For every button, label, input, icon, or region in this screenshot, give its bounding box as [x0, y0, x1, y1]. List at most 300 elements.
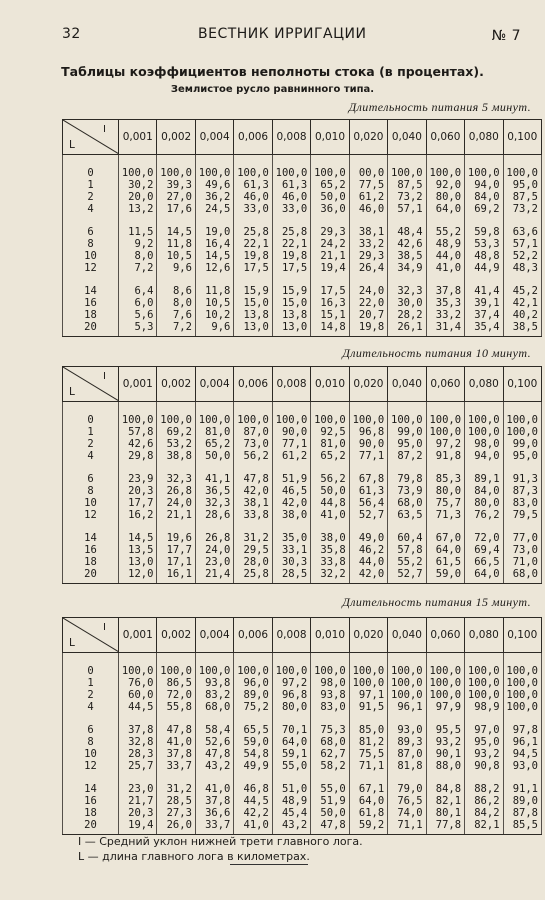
table-cell: 93,0 — [503, 760, 541, 772]
table-cell: 14,5 — [195, 250, 233, 262]
table-cell: 89,0 — [234, 689, 272, 701]
spacer-cell — [272, 772, 310, 783]
table-cell: 37,8 — [119, 724, 157, 736]
table-cell: 73,9 — [388, 485, 426, 497]
table-cell: 71,0 — [503, 556, 541, 568]
table-cell: 64,0 — [272, 736, 310, 748]
row-length-label: 14 — [63, 285, 119, 297]
table-cell: 49,6 — [195, 179, 233, 191]
table-cell: 64,0 — [349, 795, 387, 807]
table-cell: 100,0 — [465, 689, 503, 701]
spacer-cell — [234, 713, 272, 724]
table-cell: 19,4 — [119, 819, 157, 835]
journal-title: ВЕСТНИК ИРРИГАЦИИ — [198, 26, 367, 42]
column-header: 0,100 — [503, 618, 541, 653]
spacer-cell — [272, 215, 310, 226]
table-cell: 29,5 — [234, 544, 272, 556]
table-cell: 7,2 — [119, 262, 157, 274]
spacer-cell — [119, 462, 157, 473]
coefficient-table — [62, 366, 542, 584]
table-cell: 14,5 — [157, 226, 195, 238]
table-cell: 94,0 — [465, 450, 503, 462]
table-row — [63, 262, 542, 274]
table-cell: 67,1 — [349, 783, 387, 795]
table-cell: 59,0 — [426, 568, 464, 584]
row-length-label: 4 — [63, 450, 119, 462]
row-length-label: 10 — [63, 497, 119, 509]
table-cell: 54,8 — [234, 748, 272, 760]
row-length-label: 8 — [63, 485, 119, 497]
table-cell: 46,2 — [349, 544, 387, 556]
table-cell: 65,2 — [311, 179, 349, 191]
spacer-cell — [388, 713, 426, 724]
table-row — [63, 556, 542, 568]
table-cell: 95,0 — [503, 450, 541, 462]
table-cell: 76,2 — [465, 509, 503, 521]
table-cell: 20,3 — [119, 485, 157, 497]
table-cell: 100,0 — [157, 155, 195, 180]
table-cell: 77,1 — [349, 450, 387, 462]
table-row — [63, 783, 542, 795]
table-cell: 14,8 — [311, 321, 349, 337]
spacer-cell — [388, 521, 426, 532]
spacer-cell — [119, 274, 157, 285]
spacer-cell — [157, 713, 195, 724]
spacer-cell — [234, 274, 272, 285]
table-cell: 38,5 — [503, 321, 541, 337]
table-cell: 77,1 — [272, 438, 310, 450]
table-cell: 53,3 — [465, 238, 503, 250]
table-cell: 41,0 — [195, 783, 233, 795]
column-header: 0,100 — [503, 367, 541, 402]
table-cell: 43,2 — [272, 819, 310, 835]
table-cell: 25,8 — [234, 568, 272, 584]
table-cell: 30,0 — [388, 297, 426, 309]
table-cell: 93,8 — [311, 689, 349, 701]
table-row — [63, 226, 542, 238]
table-cell: 43,2 — [195, 760, 233, 772]
table-cell: 100,0 — [272, 653, 310, 678]
table-cell: 28,6 — [195, 509, 233, 521]
table-cell: 11,8 — [195, 285, 233, 297]
table-cell: 85,3 — [426, 473, 464, 485]
table-cell: 65,2 — [195, 438, 233, 450]
row-spacer — [63, 274, 542, 285]
table-cell: 33,7 — [195, 819, 233, 835]
table-cell: 100,0 — [349, 653, 387, 678]
table-cell: 37,8 — [157, 748, 195, 760]
row-length-label: 4 — [63, 701, 119, 713]
table-cell: 46,0 — [272, 191, 310, 203]
spacer-cell — [465, 521, 503, 532]
table-cell: 63,6 — [503, 226, 541, 238]
table-cell: 83,0 — [311, 701, 349, 713]
table-cell: 31,4 — [426, 321, 464, 337]
column-header: 0,080 — [465, 120, 503, 155]
table-cell: 28,2 — [388, 309, 426, 321]
column-header: 0,001 — [119, 367, 157, 402]
spacer-cell — [465, 274, 503, 285]
table-cell: 62,7 — [311, 748, 349, 760]
table-cell: 42,1 — [503, 297, 541, 309]
table-cell: 42,0 — [349, 568, 387, 584]
table-cell: 17,5 — [272, 262, 310, 274]
table-cell: 100,0 — [234, 402, 272, 427]
table-cell: 100,0 — [349, 402, 387, 427]
spacer-cell — [349, 772, 387, 783]
table-cell: 100,0 — [465, 677, 503, 689]
table-cell: 64,0 — [426, 544, 464, 556]
table-cell: 26,8 — [195, 532, 233, 544]
table-cell: 77,5 — [349, 179, 387, 191]
row-length-label: 18 — [63, 556, 119, 568]
table-row — [63, 748, 542, 760]
spacer-cell — [119, 772, 157, 783]
table-cell: 41,1 — [195, 473, 233, 485]
table-cell: 39,1 — [465, 297, 503, 309]
table-row — [63, 191, 542, 203]
table-cell: 15,0 — [234, 297, 272, 309]
row-length-label: 18 — [63, 807, 119, 819]
row-length-label: 0 — [63, 155, 119, 180]
table-cell: 28,0 — [234, 556, 272, 568]
table-cell: 5,6 — [119, 309, 157, 321]
table-cell: 82,1 — [465, 819, 503, 835]
table-cell: 13,0 — [119, 556, 157, 568]
table-cell: 48,9 — [426, 238, 464, 250]
table-cell: 79,0 — [388, 783, 426, 795]
spacer-cell — [157, 215, 195, 226]
spacer-cell — [157, 521, 195, 532]
table-cell: 33,0 — [272, 203, 310, 215]
spacer-cell — [195, 215, 233, 226]
table-cell: 100,0 — [503, 689, 541, 701]
table-cell: 69,2 — [465, 203, 503, 215]
table-cell: 13,0 — [272, 321, 310, 337]
table-cell: 75,5 — [349, 748, 387, 760]
spacer-cell — [426, 462, 464, 473]
table-cell: 52,6 — [195, 736, 233, 748]
table-cell: 87,2 — [388, 450, 426, 462]
table-cell: 46,8 — [234, 783, 272, 795]
table-cell: 81,8 — [388, 760, 426, 772]
row-spacer — [63, 462, 542, 473]
table-cell: 61,2 — [272, 450, 310, 462]
column-header: 0,020 — [349, 618, 387, 653]
table-cell: 7,6 — [157, 309, 195, 321]
table-cell: 8,6 — [157, 285, 195, 297]
table-cell: 12,0 — [119, 568, 157, 584]
table-cell: 33,2 — [426, 309, 464, 321]
table-cell: 23,0 — [119, 783, 157, 795]
issue-number: № 7 — [491, 28, 521, 44]
table-cell: 100,0 — [426, 653, 464, 678]
table-cell: 37,4 — [465, 309, 503, 321]
footnote-i: I — Средний уклон нижней трети главного лога. — [78, 835, 363, 848]
table-cell: 65,2 — [311, 450, 349, 462]
row-length-label: 6 — [63, 724, 119, 736]
spacer-cell — [426, 215, 464, 226]
table-cell: 100,0 — [503, 402, 541, 427]
table-cell: 56,2 — [234, 450, 272, 462]
table-cell: 13,5 — [119, 544, 157, 556]
table-cell: 45,4 — [272, 807, 310, 819]
table-cell: 84,8 — [426, 783, 464, 795]
table-cell: 58,2 — [311, 760, 349, 772]
table-cell: 100,0 — [272, 155, 310, 180]
table-cell: 97,9 — [426, 701, 464, 713]
table-cell: 35,3 — [426, 297, 464, 309]
column-header: 0,002 — [157, 367, 195, 402]
table-cell: 33,7 — [157, 760, 195, 772]
table-cell: 61,5 — [426, 556, 464, 568]
table-cell: 80,0 — [426, 191, 464, 203]
table-cell: 71,3 — [426, 509, 464, 521]
table-cell: 24,2 — [311, 238, 349, 250]
table-cell: 95,0 — [465, 736, 503, 748]
table-cell: 79,5 — [503, 509, 541, 521]
table-cell: 17,7 — [157, 544, 195, 556]
table-cell: 95,0 — [388, 438, 426, 450]
table-cell: 68,0 — [503, 568, 541, 584]
row-length-label: 18 — [63, 309, 119, 321]
table-cell: 67,8 — [349, 473, 387, 485]
table-row — [63, 509, 542, 521]
column-header: 0,100 — [503, 120, 541, 155]
table-cell: 88,2 — [465, 783, 503, 795]
column-header: 0,008 — [272, 367, 310, 402]
table-cell: 23,9 — [119, 473, 157, 485]
row-length-label: 20 — [63, 819, 119, 835]
table-cell: 60,4 — [388, 532, 426, 544]
table-cell: 100,0 — [119, 402, 157, 427]
column-header: 0,080 — [465, 367, 503, 402]
table-cell: 89,1 — [465, 473, 503, 485]
table-cell: 8,0 — [157, 297, 195, 309]
table-cell: 85,5 — [503, 819, 541, 835]
row-length-label: 2 — [63, 191, 119, 203]
table-cell: 97,0 — [465, 724, 503, 736]
table-cell: 36,6 — [195, 807, 233, 819]
table-cell: 34,9 — [388, 262, 426, 274]
table-cell: 69,2 — [157, 426, 195, 438]
table-cell: 41,0 — [157, 736, 195, 748]
table-cell: 17,6 — [157, 203, 195, 215]
table-cell: 100,0 — [272, 402, 310, 427]
table-cell: 21,4 — [195, 568, 233, 584]
table-row — [63, 309, 542, 321]
table-cell: 68,0 — [388, 497, 426, 509]
row-length-label: 12 — [63, 262, 119, 274]
spacer-cell — [503, 521, 541, 532]
table-cell: 63,5 — [388, 509, 426, 521]
table-cell: 44,0 — [426, 250, 464, 262]
table-cell: 47,8 — [157, 724, 195, 736]
column-header: 0,008 — [272, 618, 310, 653]
table-cell: 51,0 — [272, 783, 310, 795]
table-cell: 37,8 — [426, 285, 464, 297]
table-cell: 32,3 — [195, 497, 233, 509]
table-row — [63, 736, 542, 748]
table-cell: 7,2 — [157, 321, 195, 337]
table-cell: 29,8 — [119, 450, 157, 462]
table-cell: 42,0 — [272, 497, 310, 509]
table-cell: 38,5 — [388, 250, 426, 262]
table-cell: 49,0 — [349, 532, 387, 544]
spacer-cell — [426, 274, 464, 285]
table-cell: 91,3 — [503, 473, 541, 485]
table-cell: 89,0 — [503, 795, 541, 807]
page-header — [50, 24, 531, 46]
table-cell: 84,2 — [465, 807, 503, 819]
row-spacer — [63, 772, 542, 783]
table-row — [63, 285, 542, 297]
table-cell: 11,8 — [157, 238, 195, 250]
table-row — [63, 497, 542, 509]
spacer-cell — [195, 772, 233, 783]
table-cell: 81,2 — [349, 736, 387, 748]
spacer-cell — [234, 772, 272, 783]
table-cell: 100,0 — [503, 155, 541, 180]
table-cell: 5,3 — [119, 321, 157, 337]
table-cell: 16,3 — [311, 297, 349, 309]
table-cell: 100,0 — [465, 426, 503, 438]
spacer-cell — [195, 521, 233, 532]
column-header: 0,006 — [234, 120, 272, 155]
table-cell: 76,0 — [119, 677, 157, 689]
table-cell: 15,9 — [234, 285, 272, 297]
table-cell: 72,0 — [465, 532, 503, 544]
table-cell: 79,8 — [388, 473, 426, 485]
table-cell: 80,0 — [426, 485, 464, 497]
spacer-cell — [234, 215, 272, 226]
table-cell: 93,0 — [388, 724, 426, 736]
spacer-cell — [234, 521, 272, 532]
column-header: 0,060 — [426, 120, 464, 155]
spacer-cell — [388, 215, 426, 226]
table-cell: 35,8 — [311, 544, 349, 556]
spacer-cell — [157, 274, 195, 285]
column-header: 0,004 — [195, 618, 233, 653]
column-header: 0,002 — [157, 618, 195, 653]
table-cell: 100,0 — [465, 653, 503, 678]
row-length-label: 0 — [63, 653, 119, 678]
spacer-cell — [63, 521, 119, 532]
table-cell: 100,0 — [388, 677, 426, 689]
table-cell: 68,0 — [311, 736, 349, 748]
table-row — [63, 653, 542, 678]
spacer-cell — [465, 713, 503, 724]
spacer-cell — [272, 462, 310, 473]
table-cell: 100,0 — [119, 653, 157, 678]
corner-label-i: I — [103, 371, 106, 382]
table-cell: 13,0 — [234, 321, 272, 337]
row-length-label: 16 — [63, 297, 119, 309]
row-length-label: 0 — [63, 402, 119, 427]
table-cell: 32,3 — [157, 473, 195, 485]
table-cell: 100,0 — [157, 653, 195, 678]
row-length-label: 1 — [63, 426, 119, 438]
spacer-cell — [349, 274, 387, 285]
table-cell: 52,2 — [503, 250, 541, 262]
duration-label: Длительность питания 5 минут. — [348, 100, 531, 114]
spacer-cell — [426, 772, 464, 783]
table-cell: 61,8 — [349, 807, 387, 819]
spacer-cell — [426, 713, 464, 724]
row-length-label: 12 — [63, 760, 119, 772]
table-cell: 59,8 — [465, 226, 503, 238]
spacer-cell — [349, 713, 387, 724]
table-row — [63, 807, 542, 819]
table-row — [63, 250, 542, 262]
table-cell: 68,0 — [195, 701, 233, 713]
table-cell: 31,2 — [234, 532, 272, 544]
table-cell: 17,5 — [311, 285, 349, 297]
table-row — [63, 402, 542, 427]
table-cell: 61,3 — [234, 179, 272, 191]
table-cell: 38,0 — [272, 509, 310, 521]
table-cell: 100,0 — [388, 155, 426, 180]
table-cell: 87,8 — [503, 807, 541, 819]
table-cell: 21,7 — [119, 795, 157, 807]
table-cell: 58,4 — [195, 724, 233, 736]
table-cell: 26,0 — [157, 819, 195, 835]
table-cell: 75,7 — [426, 497, 464, 509]
spacer-cell — [63, 713, 119, 724]
table-cell: 64,0 — [465, 568, 503, 584]
table-cell: 48,8 — [465, 250, 503, 262]
table-cell: 100,0 — [503, 426, 541, 438]
table-cell: 29,3 — [311, 226, 349, 238]
table-cell: 19,6 — [157, 532, 195, 544]
table-row — [63, 179, 542, 191]
table-cell: 100,0 — [503, 701, 541, 713]
table-cell: 31,2 — [157, 783, 195, 795]
table-cell: 97,2 — [272, 677, 310, 689]
table-cell: 80,0 — [272, 701, 310, 713]
row-length-label: 1 — [63, 179, 119, 191]
table-cell: 90,1 — [426, 748, 464, 760]
table-cell: 32,3 — [388, 285, 426, 297]
table-cell: 61,2 — [349, 191, 387, 203]
table-cell: 51,9 — [272, 473, 310, 485]
spacer-cell — [465, 462, 503, 473]
row-length-label: 14 — [63, 532, 119, 544]
table-cell: 19,8 — [349, 321, 387, 337]
table-cell: 38,1 — [234, 497, 272, 509]
corner-label-l: L — [69, 139, 75, 151]
table-cell: 10,5 — [195, 297, 233, 309]
table-cell: 41,0 — [426, 262, 464, 274]
table-cell: 55,0 — [311, 783, 349, 795]
table-cell: 10,2 — [195, 309, 233, 321]
spacer-cell — [63, 462, 119, 473]
table-cell: 48,4 — [388, 226, 426, 238]
table-cell: 19,4 — [311, 262, 349, 274]
table-row — [63, 238, 542, 250]
table-cell: 8,0 — [119, 250, 157, 262]
table-cell: 65,5 — [234, 724, 272, 736]
table-row — [63, 568, 542, 584]
duration-label: Длительность питания 15 минут. — [342, 595, 531, 609]
table-cell: 38,0 — [311, 532, 349, 544]
column-header: 0,010 — [311, 618, 349, 653]
column-header: 0,006 — [234, 367, 272, 402]
corner-label-i: I — [103, 622, 106, 633]
table-cell: 33,8 — [234, 509, 272, 521]
table-row — [63, 438, 542, 450]
table-cell: 84,0 — [465, 191, 503, 203]
